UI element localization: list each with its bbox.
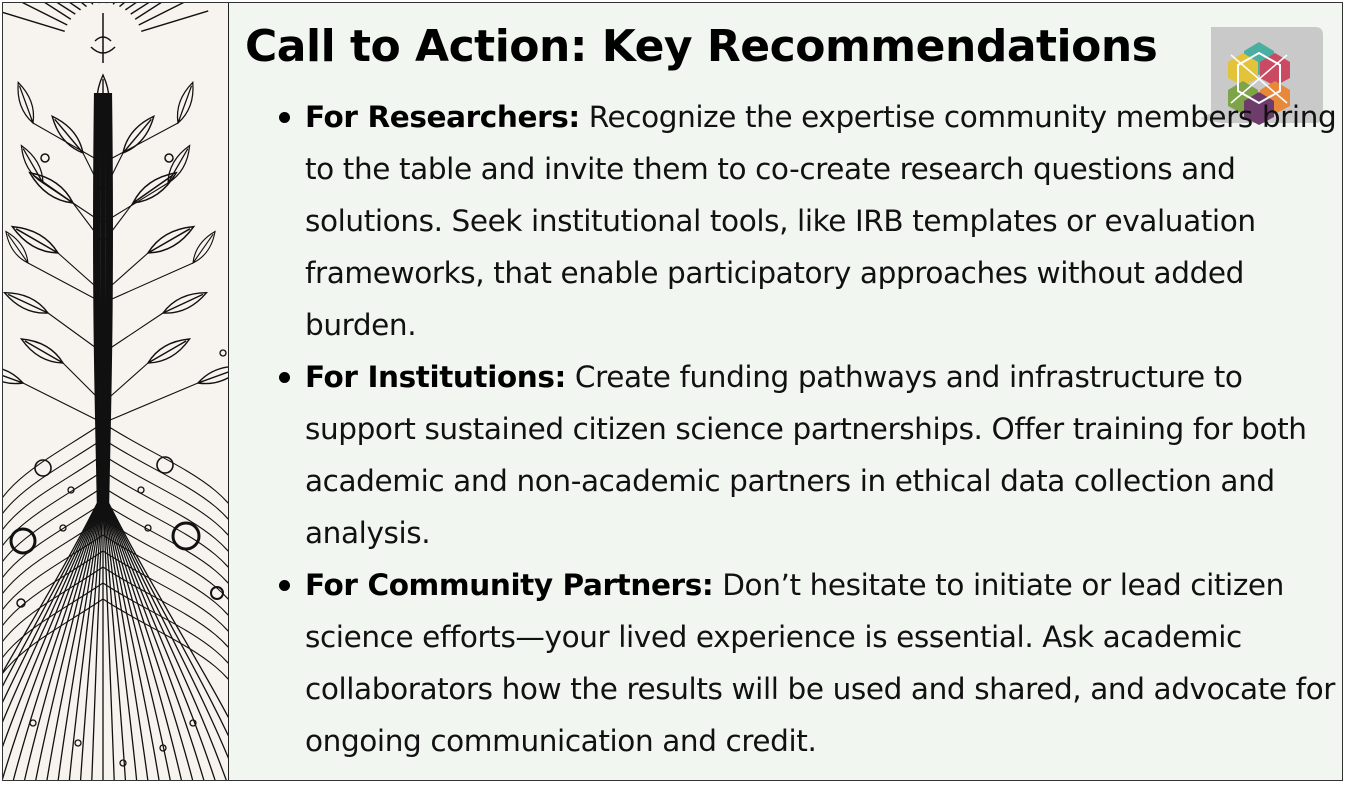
item-text: Recognize the expertise community members bring to the table and invite them to co-create research questions and solutions. Seek institutional tools, like IRB templates or evaluation frameworks, that enable participatory approaches without added burden. bbox=[305, 100, 1337, 342]
item-text: Create funding pathways and infrastructure to support sustained citizen science partnerships. Offer training for both academic and non-academic partners in ethical data collection and analysis. bbox=[305, 360, 1307, 550]
item-lead: For Institutions: bbox=[305, 360, 566, 394]
list-item bbox=[273, 91, 1343, 351]
botanical-tree-illustration bbox=[3, 3, 229, 780]
item-lead: For Researchers: bbox=[305, 100, 580, 134]
list-item bbox=[273, 559, 1343, 767]
list-item bbox=[273, 351, 1343, 559]
recommendation-list bbox=[273, 91, 1343, 767]
bullet-icon bbox=[279, 372, 290, 383]
slide bbox=[2, 2, 1343, 781]
item-text: Don’t hesitate to initiate or lead citizen science efforts—your lived experience is essential. Ask academic collaborators how the results will be used and shared, and advocate for ongoing communication and credit. bbox=[305, 568, 1335, 758]
bullet-icon bbox=[279, 112, 290, 123]
slide-title: Call to Action: Key Recommendations bbox=[245, 21, 1158, 72]
item-lead: For Community Partners: bbox=[305, 568, 714, 602]
slide-content bbox=[243, 3, 1338, 780]
bullet-icon bbox=[279, 580, 290, 591]
